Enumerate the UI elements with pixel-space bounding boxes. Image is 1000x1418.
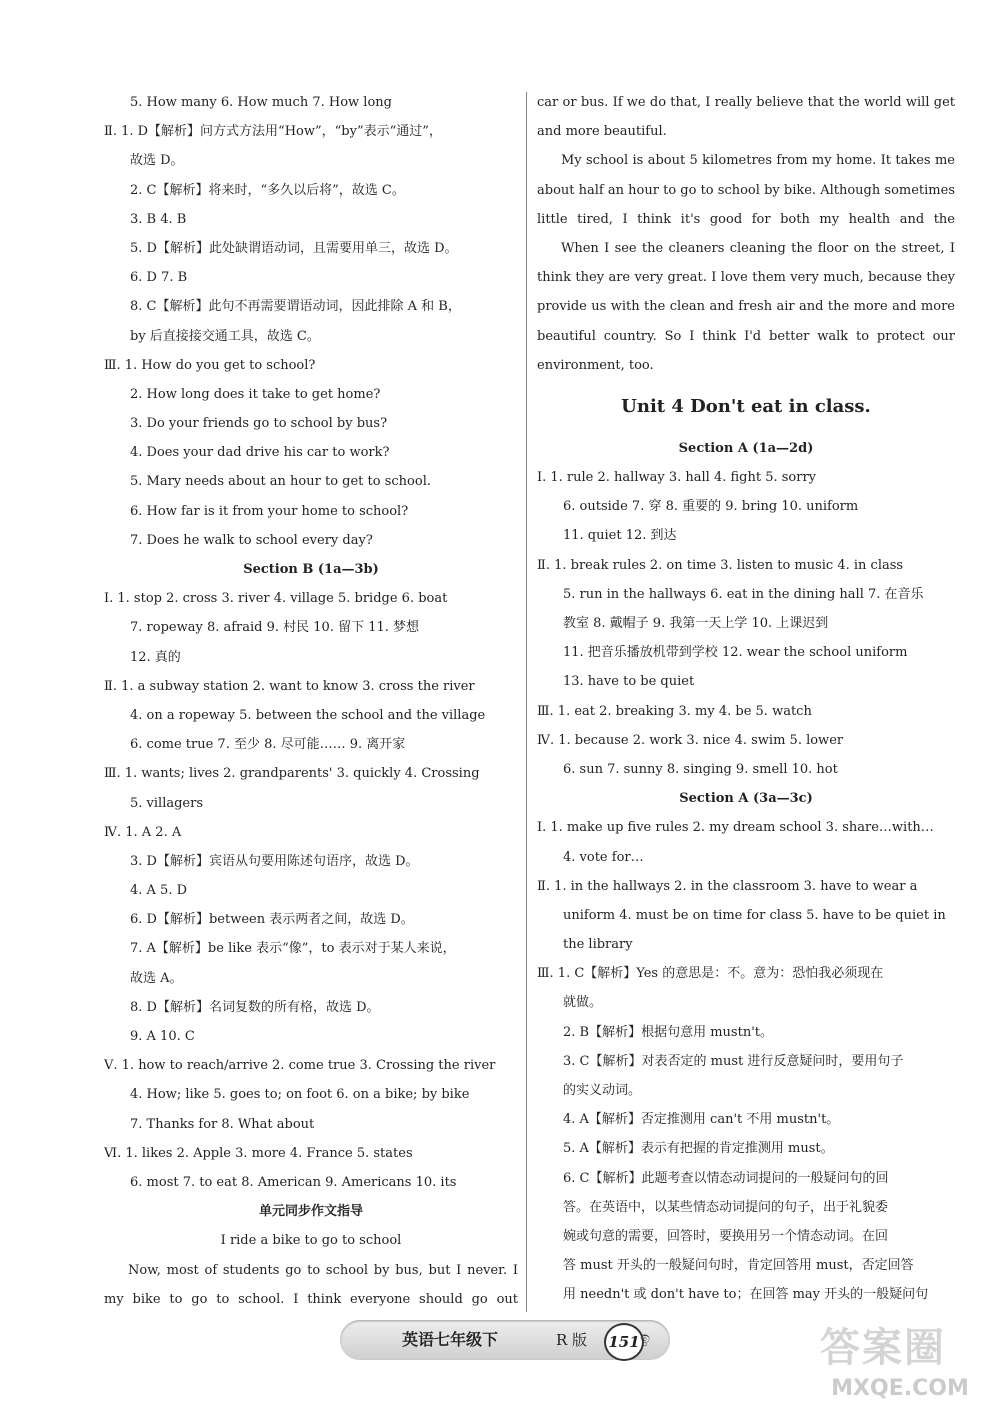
text-line: 7. A【解析】be like 表示“像”，to 表示对于某人来说， bbox=[130, 941, 456, 957]
text-line: Ⅲ. 1. How do you get to school? bbox=[104, 357, 316, 373]
text-line: 7. ropeway 8. afraid 9. 村民 10. 留下 11. 梦想 bbox=[130, 620, 420, 636]
unit4-answers bbox=[537, 434, 955, 1310]
text-line: 用 needn't 或 don't have to；在回答 may 开头的一般疑问句 bbox=[563, 1287, 929, 1303]
text-line: 6. sun 7. sunny 8. singing 9. smell 10. hot bbox=[563, 761, 838, 777]
text-line: 的实义动词。 bbox=[563, 1083, 642, 1098]
text-line: Ⅳ. 1. because 2. work 3. nice 4. swim 5. lower bbox=[537, 732, 844, 748]
text-line: about half an hour to go to school by bike. Although sometimes bbox=[537, 182, 955, 198]
text-line: Ⅰ. 1. stop 2. cross 3. river 4. village 5. bridge 6. boat bbox=[104, 591, 448, 607]
text-line: Ⅱ. 1. break rules 2. on time 3. listen to music 4. in class bbox=[537, 557, 904, 573]
unit-title: Unit 4 Don't eat in class. bbox=[621, 395, 871, 417]
text-line: 6. C【解析】此题考查以情态动词提问的一般疑问句的回 bbox=[563, 1170, 889, 1186]
text-line: Ⅲ. 1. eat 2. breaking 3. my 4. be 5. watch bbox=[537, 703, 812, 719]
text-line: car or bus. If we do that, I really believe that the world will get bbox=[537, 95, 955, 110]
page-number-badge: 151 bbox=[604, 1323, 644, 1361]
text-line: 6. D【解析】between 表示两者之间，故选 D。 bbox=[130, 912, 414, 928]
text-line: Ⅲ. 1. wants; lives 2. grandparents' 3. quickly 4. Crossing bbox=[104, 766, 480, 782]
text-line: my bike to go to school. I think everyone should go out bbox=[104, 1291, 518, 1307]
text-line: 就做。 bbox=[563, 995, 603, 1011]
text-line: I ride a bike to go to school bbox=[220, 1233, 402, 1249]
text-line: 4. A【解析】否定推测用 can't 不用 mustn't。 bbox=[563, 1112, 840, 1128]
text-line: 6. outside 7. 穿 8. 重要的 9. bring 10. uniform bbox=[563, 499, 859, 515]
text-line: Now, most of students go to school by bus, but I never. I bbox=[128, 1262, 518, 1278]
text-line: 9. A 10. C bbox=[130, 1029, 195, 1044]
text-line: 答。在英语中，以某些情态动词提问的句子，出于礼貌委 bbox=[563, 1199, 889, 1215]
text-line: 4. Does your dad drive his car to work? bbox=[130, 445, 390, 461]
text-line: environment, too. bbox=[537, 357, 654, 373]
text-line: provide us with the clean and fresh air and the more and more bbox=[537, 299, 955, 315]
text-line: 7. Does he walk to school every day? bbox=[130, 532, 373, 548]
text-line: 12. 真的 bbox=[130, 649, 181, 665]
footer-book-title: 英语七年级下 bbox=[402, 1330, 499, 1349]
text-line: 5. Mary needs about an hour to get to school. bbox=[130, 474, 431, 490]
text-line: 2. B【解析】根据句意用 mustn't。 bbox=[563, 1024, 773, 1040]
decorative-swirl-icon: ඉ bbox=[640, 1328, 651, 1347]
text-line: 3. B 4. B bbox=[130, 211, 187, 227]
text-line: 3. Do your friends go to school by bus? bbox=[130, 416, 388, 432]
text-line: 6. come true 7. 至少 8. 尽可能…… 9. 离开家 bbox=[130, 737, 406, 753]
site-watermark bbox=[820, 1322, 980, 1412]
text-line: the library bbox=[563, 937, 633, 953]
text-line: little tired, I think it's good for both my health and the bbox=[537, 211, 955, 227]
text-line: 5. How many 6. How much 7. How long bbox=[130, 95, 392, 110]
text-line: 单元同步作文指导 bbox=[258, 1204, 363, 1220]
text-line: 5. A【解析】表示有把握的肯定推测用 must。 bbox=[563, 1141, 834, 1157]
text-line: Ⅱ. 1. in the hallways 2. in the classroom 3. have to wear a bbox=[537, 878, 918, 894]
text-line: Ⅰ. 1. make up five rules 2. my dream school 3. share…with… bbox=[537, 820, 934, 836]
text-line: 6. most 7. to eat 8. American 9. Americans 10. its bbox=[130, 1174, 457, 1190]
text-line: Section B (1a—3b) bbox=[243, 562, 379, 577]
left-column bbox=[104, 88, 518, 1314]
text-line: Section A (1a—2d) bbox=[678, 440, 814, 456]
text-line: 3. C【解析】对表否定的 must 进行反意疑问时，要用句子 bbox=[563, 1053, 904, 1069]
text-line: 8. D【解析】名词复数的所有格，故选 D。 bbox=[130, 999, 380, 1015]
text-line: 5. villagers bbox=[130, 795, 204, 811]
text-line: When I see the cleaners cleaning the floor on the street, I bbox=[561, 240, 955, 256]
text-line: 4. on a ropeway 5. between the school and the village bbox=[130, 707, 486, 723]
right-column bbox=[537, 88, 955, 1310]
text-line: Ⅱ. 1. a subway station 2. want to know 3. cross the river bbox=[104, 678, 475, 694]
watermark-logo-text: 答案圈 bbox=[820, 1325, 946, 1371]
text-line: Ⅴ. 1. how to reach/arrive 2. come true 3. Crossing the river bbox=[104, 1058, 496, 1074]
text-line: think they are very great. I love them very much, because they bbox=[537, 270, 955, 286]
text-line: 6. D 7. B bbox=[130, 270, 188, 286]
text-line: 7. Thanks for 8. What about bbox=[130, 1116, 315, 1132]
text-line: by 后直接接交通工具，故选 C。 bbox=[130, 328, 320, 344]
text-line: Ⅳ. 1. A 2. A bbox=[104, 824, 182, 840]
text-line: 6. How far is it from your home to school? bbox=[130, 503, 409, 519]
text-line: 3. D【解析】宾语从句要用陈述句语序，故选 D。 bbox=[130, 853, 419, 869]
text-line: beautiful country. So I think I'd better walk to protect our bbox=[537, 328, 955, 344]
text-line: 4. A 5. D bbox=[130, 883, 188, 899]
text-line: 婉或句意的需要，回答时，要换用另一个情态动词。在回 bbox=[563, 1228, 889, 1244]
text-line: 2. C【解析】将来时，“多久以后将”，故选 C。 bbox=[130, 182, 405, 198]
text-line: Ⅲ. 1. C【解析】Yes 的意思是：不。意为：恐怕我必须现在 bbox=[537, 966, 884, 982]
text-line: 答 must 开头的一般疑问句时，肯定回答用 must，否定回答 bbox=[563, 1258, 914, 1274]
text-line: Ⅵ. 1. likes 2. Apple 3. more 4. France 5. states bbox=[104, 1145, 413, 1161]
text-line: 5. run in the hallways 6. eat in the dining hall 7. 在音乐 bbox=[563, 586, 924, 602]
text-line: 13. have to be quiet bbox=[563, 674, 695, 690]
text-line: and more beautiful. bbox=[537, 124, 667, 140]
column-divider bbox=[526, 92, 527, 1312]
text-line: 教室 8. 戴帽子 9. 我第一天上学 10. 上课迟到 bbox=[563, 616, 829, 631]
text-line: 故选 A。 bbox=[130, 970, 183, 986]
text-line: uniform 4. must be on time for class 5. have to be quiet in bbox=[563, 907, 946, 923]
text-line: Section A (3a—3c) bbox=[679, 791, 813, 807]
footer-edition: R 版 bbox=[556, 1331, 588, 1349]
text-line: 2. How long does it take to get home? bbox=[130, 386, 381, 402]
text-line: 4. vote for… bbox=[563, 849, 644, 865]
text-line: 5. D【解析】此处缺谓语动词，且需要用单三，故选 D。 bbox=[130, 240, 458, 256]
text-line: 11. quiet 12. 到达 bbox=[563, 528, 677, 544]
text-line: 8. C【解析】此句不再需要谓语动词，因此排除 A 和 B， bbox=[130, 299, 461, 315]
text-line: 11. 把音乐播放机带到学校 12. wear the school uniform bbox=[563, 645, 908, 661]
text-line: Ⅰ. 1. rule 2. hallway 3. hall 4. fight 5. sorry bbox=[537, 470, 817, 486]
text-line: 4. How; like 5. goes to; on foot 6. on a bike; by bike bbox=[130, 1087, 470, 1103]
essay-continuation bbox=[537, 88, 955, 380]
text-line: My school is about 5 kilometres from my home. It takes me bbox=[561, 153, 955, 169]
watermark-url: MXQE.COM bbox=[831, 1376, 969, 1401]
text-line: 故选 D。 bbox=[130, 153, 184, 169]
text-line: Ⅱ. 1. D【解析】问方式方法用“How”，“by”表示“通过”， bbox=[104, 124, 442, 140]
